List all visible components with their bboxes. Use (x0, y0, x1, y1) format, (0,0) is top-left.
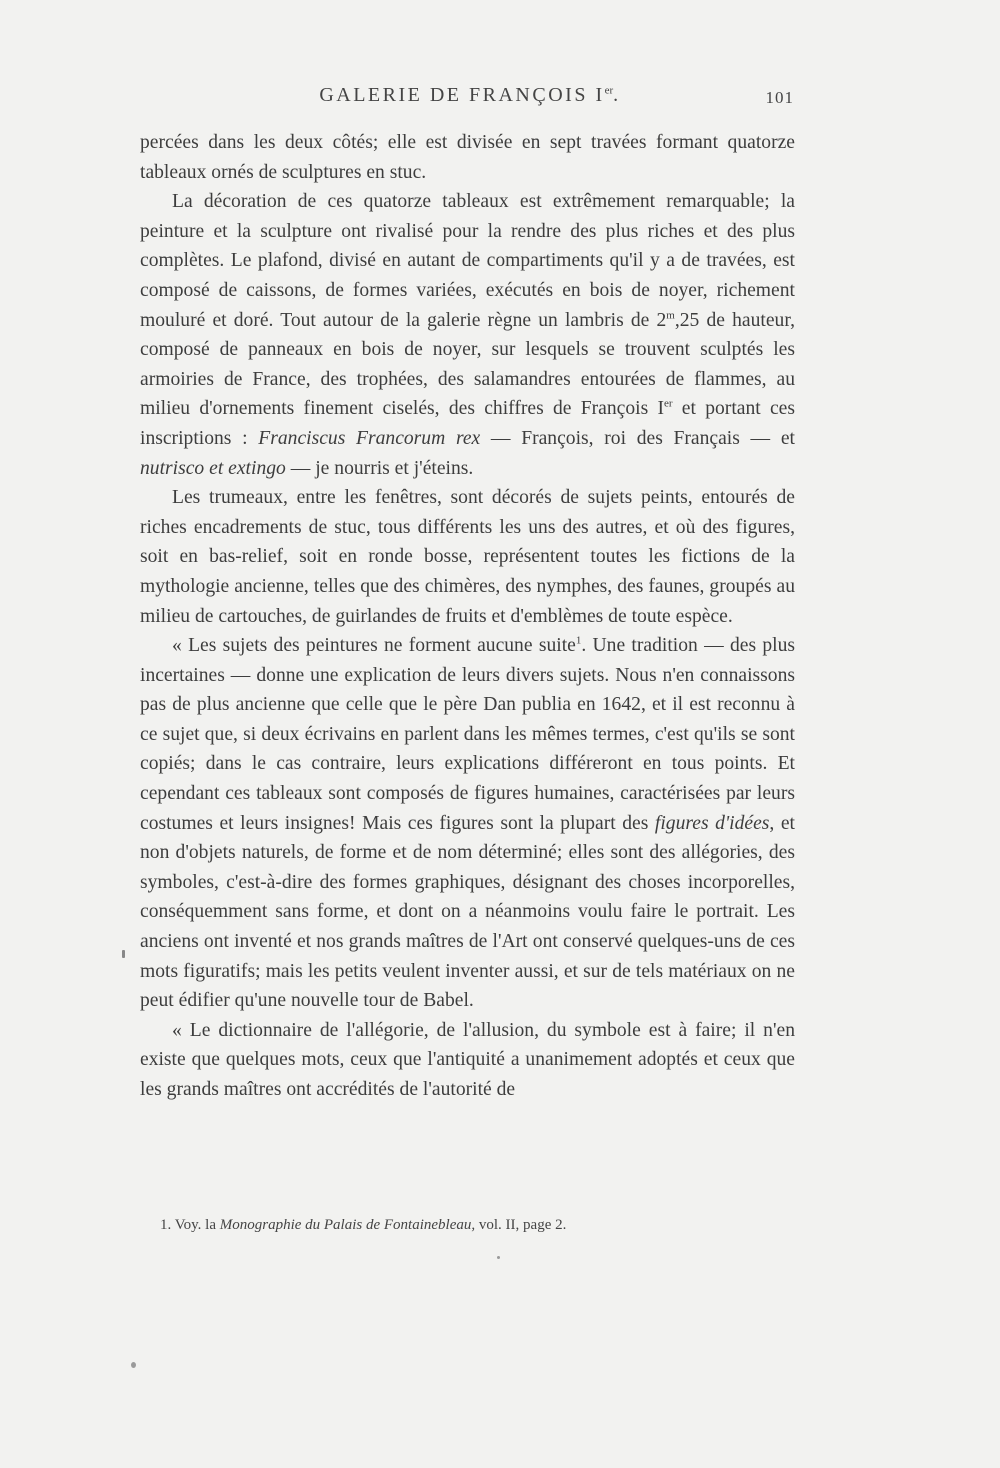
meter-superscript: m (666, 309, 675, 322)
footnote (160, 1214, 800, 1236)
paragraph-4 (140, 631, 795, 1016)
figures-d-idees-italic: figures d'idées (654, 812, 770, 834)
paragraph-5: « Le dictionnaire de l'allégorie, de l'allusion, du symbole est à faire; il n'en existe que quelques mots, ceux que l'antiquité a unanimement adoptés et ceux que les grands maîtres ont accrédités de l'autorité de (140, 1019, 795, 1100)
latin-inscription-1: Franciscus Francorum rex (258, 427, 481, 449)
page-header (140, 84, 800, 114)
ordinal-superscript: er (664, 397, 673, 410)
paragraph-2 (140, 187, 795, 483)
paragraph-2-text-b: ,25 de hauteur, composé de panneaux en bois de noyer, sur lesquels se trouvent sculptés les armoiries de France, des trophées, des salamandres entourées de flammes, au milieu d'ornements finement ciselés, des chiffres de François I (140, 309, 795, 420)
paragraph-2-text-e: — je nourris et j'éteins. (285, 457, 474, 479)
footnote-reference: 1 (575, 634, 582, 647)
body-text (140, 128, 795, 1105)
paragraph-2-text-a: La décoration de ces quatorze tableaux est extrêmement remarquable; la peinture et la sculpture ont rivalisé pour la rendre des plus riches et des plus complètes. Le plafond, divisé en autant de compartiments qu'il y a de travées, est composé de caissons, de formes variées, exécutés en bois de noyer, richement mouluré et doré. Tout autour de la galerie règne un lambris de 2 (140, 191, 795, 331)
paper-speck (122, 950, 125, 958)
paper-speck (497, 1256, 500, 1259)
latin-inscription-2: nutrisco et extingo (140, 457, 286, 479)
paragraph-4-text-a: « Les sujets des peintures ne forment aucune suite (172, 635, 576, 657)
footnote-title: Monographie du Palais de Fontainebleau, (219, 1217, 476, 1233)
running-title-period: . (613, 84, 621, 106)
paragraph-4-text-b: . Une tradition — des plus incertaines — donne une explication de leurs divers sujets. Nous n'en connaissons pas de plus ancienne que celle que le père Dan publia en 1642, et il est reconnu à ce sujet que, si deux écrivains en parlent dans les mêmes termes, c'est qu'ils se sont copiés; dans le cas contraire, leurs explications différeront en tous points. Et cependant ces tableaux sont composés de figures humaines, caractérisées par leurs costumes et leurs insignes! Mais ces figures sont la plupart des (140, 635, 796, 834)
running-title (140, 84, 800, 107)
running-title-superscript: er (604, 84, 614, 97)
paragraph-3: Les trumeaux, entre les fenêtres, sont décorés de sujets peints, entourés de riches encadrements de stuc, tous différents les uns des autres, et où des figures, soit en bas-relief, soit en ronde bosse, représentent toutes les fictions de la mythologie ancienne, telles que des chimères, des nymphes, des faunes, groupés au milieu de cartouches, de guirlandes de fruits et d'emblèmes de toute espèce. (140, 487, 795, 627)
paragraph-4-text-c: , et non d'objets naturels, de forme et de nom déterminé; elles sont des allégories, des symboles, c'est-à-dire des formes graphiques, désignant des choses incorporelles, conséquemment sans forme, et dont on a néanmoins voulu faire le portrait. Les anciens ont inventé et nos grands maîtres de l'Art ont conservé quelques-uns de ces mots figuratifs; mais les petits veulent inventer aussi, et sur de tels matériaux on ne peut édifier qu'une nouvelle tour de Babel. (140, 812, 795, 1012)
paragraph-1: percées dans les deux côtés; elle est divisée en sept travées formant quatorze tableaux ornés de sculptures en stuc. (140, 132, 795, 183)
page-number: 101 (765, 88, 794, 107)
running-title-text: GALERIE DE FRANÇOIS I (319, 84, 605, 106)
footnote-number: 1. Voy. la (160, 1217, 220, 1233)
footnote-tail: vol. II, page 2. (475, 1217, 567, 1233)
paragraph-2-text-c: et portant ces inscriptions : (140, 398, 796, 449)
paper-speck (131, 1362, 136, 1368)
paragraph-2-text-d: — François, roi des Français — et (480, 427, 795, 449)
